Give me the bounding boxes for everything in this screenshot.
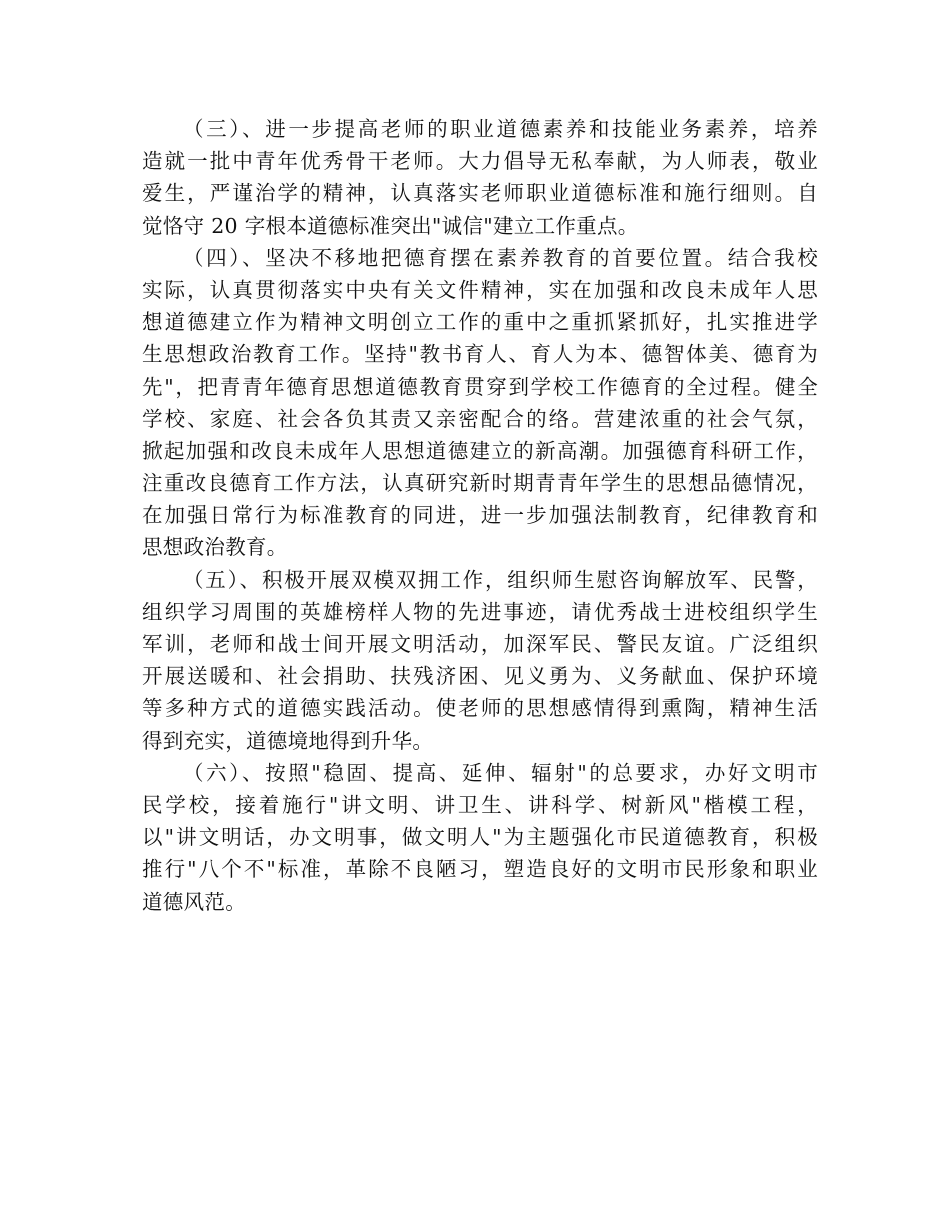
text-line: 先"，把青青年德育思想道德教育贯穿到学校工作德育的全过程。健全 <box>142 374 818 399</box>
text-line: 在加强日常行为标准教育的同进，进一步加强法制教育，纪律教育和 <box>142 503 818 528</box>
text-line: （四）、坚决不移地把德育摆在素养教育的首要位置。结合我校 <box>183 245 818 270</box>
text-line: （六）、按照"稳固、提高、延伸、辐射"的总要求，办好文明市 <box>183 760 818 785</box>
text-line: 觉恪守 20 字根本道德标准突出"诚信"建立工作重点。 <box>142 213 639 238</box>
text-line: 得到充实，道德境地得到升华。 <box>142 728 434 753</box>
text-line: 军训，老师和战士间开展文明活动，加深军民、警民友谊。广泛组织 <box>142 632 818 656</box>
text-line: （三）、进一步提高老师的职业道德素养和技能业务素养，培养 <box>183 117 818 141</box>
text-line: 民学校，接着施行"讲文明、讲卫生、讲科学、树新风"楷模工程， <box>142 792 818 817</box>
text-line: 开展送暖和、社会捐助、扶残济困、见义勇为、义务献血、保护环境 <box>142 664 818 689</box>
text-line: 想道德建立作为精神文明创立工作的重中之重抓紧抓好，扎实推进学 <box>142 310 818 335</box>
text-line: 造就一批中青年优秀骨干老师。大力倡导无私奉献，为人师表，敬业 <box>142 149 818 174</box>
text-line: 生思想政治教育工作。坚持"教书育人、育人为本、德智体美、德育为 <box>142 342 818 367</box>
paragraph-san <box>142 113 818 242</box>
document-page <box>142 113 818 918</box>
text-line: 爱生，严谨治学的精神，认真落实老师职业道德标准和施行细则。自 <box>142 181 818 206</box>
paragraph-wu <box>142 564 818 757</box>
text-line: （五）、积极开展双模双拥工作，组织师生慰咨询解放军、民警， <box>183 567 818 592</box>
text-line: 等多种方式的道德实践活动。使老师的思想感情得到熏陶，精神生活 <box>142 696 818 721</box>
paragraph-liu <box>142 757 818 918</box>
text-line: 组织学习周围的英雄榜样人物的先进事迹，请优秀战士进校组织学生 <box>142 599 818 624</box>
text-line: 推行"八个不"标准，革除不良陋习，塑造良好的文明市民形象和职业 <box>142 857 818 882</box>
text-line: 学校、家庭、社会各负其责又亲密配合的络。营建浓重的社会气氛， <box>142 406 818 431</box>
text-line: 思想政治教育。 <box>142 535 288 560</box>
text-line: 实际，认真贯彻落实中央有关文件精神，实在加强和改良未成年人思 <box>142 277 818 302</box>
text-line: 掀起加强和改良未成年人思想道德建立的新高潮。加强德育科研工作， <box>142 438 818 463</box>
text-line: 注重改良德育工作方法，认真研究新时期青青年学生的思想品德情况， <box>142 471 818 496</box>
text-line: 以"讲文明话，办文明事，做文明人"为主题强化市民道德教育，积极 <box>142 825 818 850</box>
paragraph-si <box>142 242 818 564</box>
text-line: 道德风范。 <box>142 889 246 914</box>
